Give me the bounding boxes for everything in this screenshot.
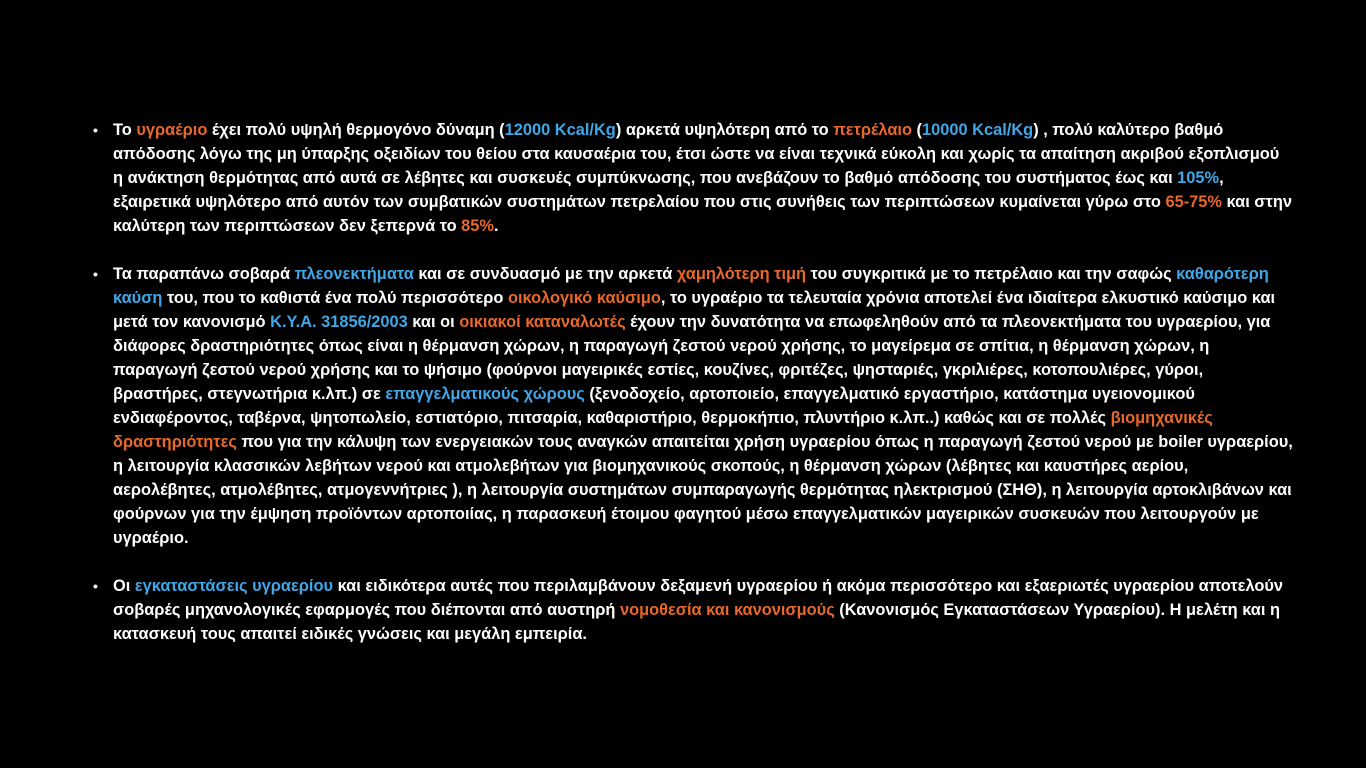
text-run: ( xyxy=(912,121,923,139)
text-run: Το xyxy=(113,121,137,139)
text-run: του συγκριτικά με το πετρέλαιο και την σαφώς xyxy=(806,265,1177,283)
highlight-orange-text: χαμηλότερη τιμή xyxy=(676,265,807,283)
highlight-blue-text: εγκαταστάσεις υγραερίου xyxy=(134,577,334,595)
highlight-orange-text: πετρέλαιο xyxy=(833,121,912,139)
highlight-orange-text: νομοθεσία και κανονισμούς xyxy=(619,601,835,619)
highlight-blue-text: 10000 Kcal/Kg xyxy=(922,121,1034,139)
highlight-orange-text: 85% xyxy=(461,217,494,235)
bullet-paragraph xyxy=(93,118,1293,238)
bullet-list xyxy=(93,118,1293,646)
text-run: και στην καλύτερη των περιπτώσεων δεν ξεπερνά το xyxy=(113,193,1292,235)
highlight-blue-text: καθαρότερη καύση xyxy=(113,265,1269,307)
text-run: ) , πολύ καλύτερο βαθμό απόδοσης λόγω της μη ύπαρξης οξειδίων του θείου στα καυσαέρια του, έτσι ώστε να είναι τεχνικά εύκολη και χωρίς τα απαίτηση ακριβού εξοπλισμού η ανάκτηση θερμότητας από αυτά σε λέβητες και συσκευές συμπύκνωσης, που ανεβάζουν το βαθμό απόδοσης του συστήματος έως και xyxy=(113,121,1280,187)
bullet-paragraph xyxy=(93,574,1293,646)
highlight-blue-text: επαγγελματικούς χώρους xyxy=(385,385,585,403)
text-run: και ειδικότερα αυτές που περιλαμβάνουν δεξαμενή υγραερίου ή ακόμα περισσότερο και εξαεριωτές υγραερίου αποτελούν σοβαρές μηχανολογικές εφαρμογές που διέπονται από αυστηρή xyxy=(113,577,1284,619)
highlight-orange-text: οικολογικό καύσιμο xyxy=(507,289,661,307)
text-run: (Κανονισμός Εγκαταστάσεων Υγραερίου). Η μελέτη και η κατασκευή τους απαιτεί ειδικές γνώσεις και μεγάλη εμπειρία. xyxy=(113,601,1281,643)
bullet-paragraph xyxy=(93,262,1293,550)
text-run: , το υγραέριο τα τελευταία χρόνια αποτελεί ένα ιδιαίτερα ελκυστικό καύσιμο και μετά τον κανονισμό xyxy=(113,289,1276,331)
text-run: Τα παραπάνω σοβαρά xyxy=(113,265,295,283)
text-run: . xyxy=(493,217,499,235)
highlight-orange-text: βιομηχανικές δραστηριότητες xyxy=(113,409,1213,451)
text-run: Οι xyxy=(113,577,135,595)
highlight-orange-text: 65-75% xyxy=(1165,193,1222,211)
highlight-orange-text: υγραέριο xyxy=(136,121,208,139)
text-run: έχουν την δυνατότητα να επωφεληθούν από τα πλεονεκτήματα του υγραερίου, για διάφορες δραστηριότητες όπως είναι η θέρμανση χώρων, η παραγωγή ζεστού νερού χρήσης, το μαγείρεμα σε σπίτια, η θέρμανση χώρων, η παραγωγή ζεστού νερού χρήσης και το ψήσιμο (φούρνοι μαγειρικές εστίες, κουζίνες, φριτέζες, ψησταριές, γκριλιέρες, κοτοπουλιέρες, γύροι, βραστήρες, στεγνωτήρια κ.λπ.) σε xyxy=(113,313,1271,403)
text-run: και οι xyxy=(407,313,460,331)
text-run: του, που το καθιστά ένα πολύ περισσότερο xyxy=(162,289,508,307)
highlight-blue-text: πλεονεκτήματα xyxy=(294,265,414,283)
bullet-dot-icon: • xyxy=(93,122,98,138)
text-run: (ξενοδοχείο, αρτοποιείο, επαγγελματικό εργαστήριο, κατάστημα υγειονομικού ενδιαφέροντος, ταβέρνα, ψητοπωλείο, εστιατόριο, πιτσαρία, καθαριστήριο, θερμοκήπιο, πλυντήριο κ.λπ..) καθώς και σε πολλές xyxy=(113,385,1195,427)
text-run: , εξαιρετικά υψηλότερο από αυτόν των συμβατικών συστημάτων πετρελαίου που στις συνήθεις των περιπτώσεων κυμαίνεται γύρω στο xyxy=(113,169,1224,211)
bullet-dot-icon: • xyxy=(93,578,98,594)
highlight-blue-text: Κ.Υ.Α. 31856/2003 xyxy=(270,313,408,331)
text-run: έχει πολύ υψηλή θερμογόνο δύναμη ( xyxy=(207,121,505,139)
bullet-dot-icon: • xyxy=(93,266,98,282)
text-run: και σε συνδυασμό με την αρκετά xyxy=(413,265,677,283)
article-content xyxy=(93,118,1293,670)
text-run: ) αρκετά υψηλότερη από το xyxy=(615,121,834,139)
highlight-blue-text: 105% xyxy=(1177,169,1220,187)
text-run: που για την κάλυψη των ενεργειακών τους αναγκών απαιτείται χρήση υγραερίου όπως η παραγωγή ζεστού νερού με boiler υγραερίου, η λειτουργία κλασσικών λεβήτων νερού και ατμολεβήτων για βιομηχανικούς σκοπούς, η θέρμανση χώρων (λέβητες και καυστήρες αερίου, αερολέβητες, ατμολέβητες, ατμογεννήτριες ), η λειτουργία συστημάτων συμπαραγωγής θερμότητας ηλεκτρισμού (ΣΗΘ), η λειτουργία αρτοκλιβάνων και φούρνων για την έμψηση προϊόντων αρτοποιίας, η παρασκευή έτοιμου φαγητού μέσω επαγγελματικών μαγειρικών συσκευών που λειτουργούν με υγραέριο. xyxy=(113,433,1293,547)
highlight-blue-text: 12000 Kcal/Kg xyxy=(504,121,616,139)
highlight-orange-text: οικιακοί καταναλωτές xyxy=(459,313,626,331)
